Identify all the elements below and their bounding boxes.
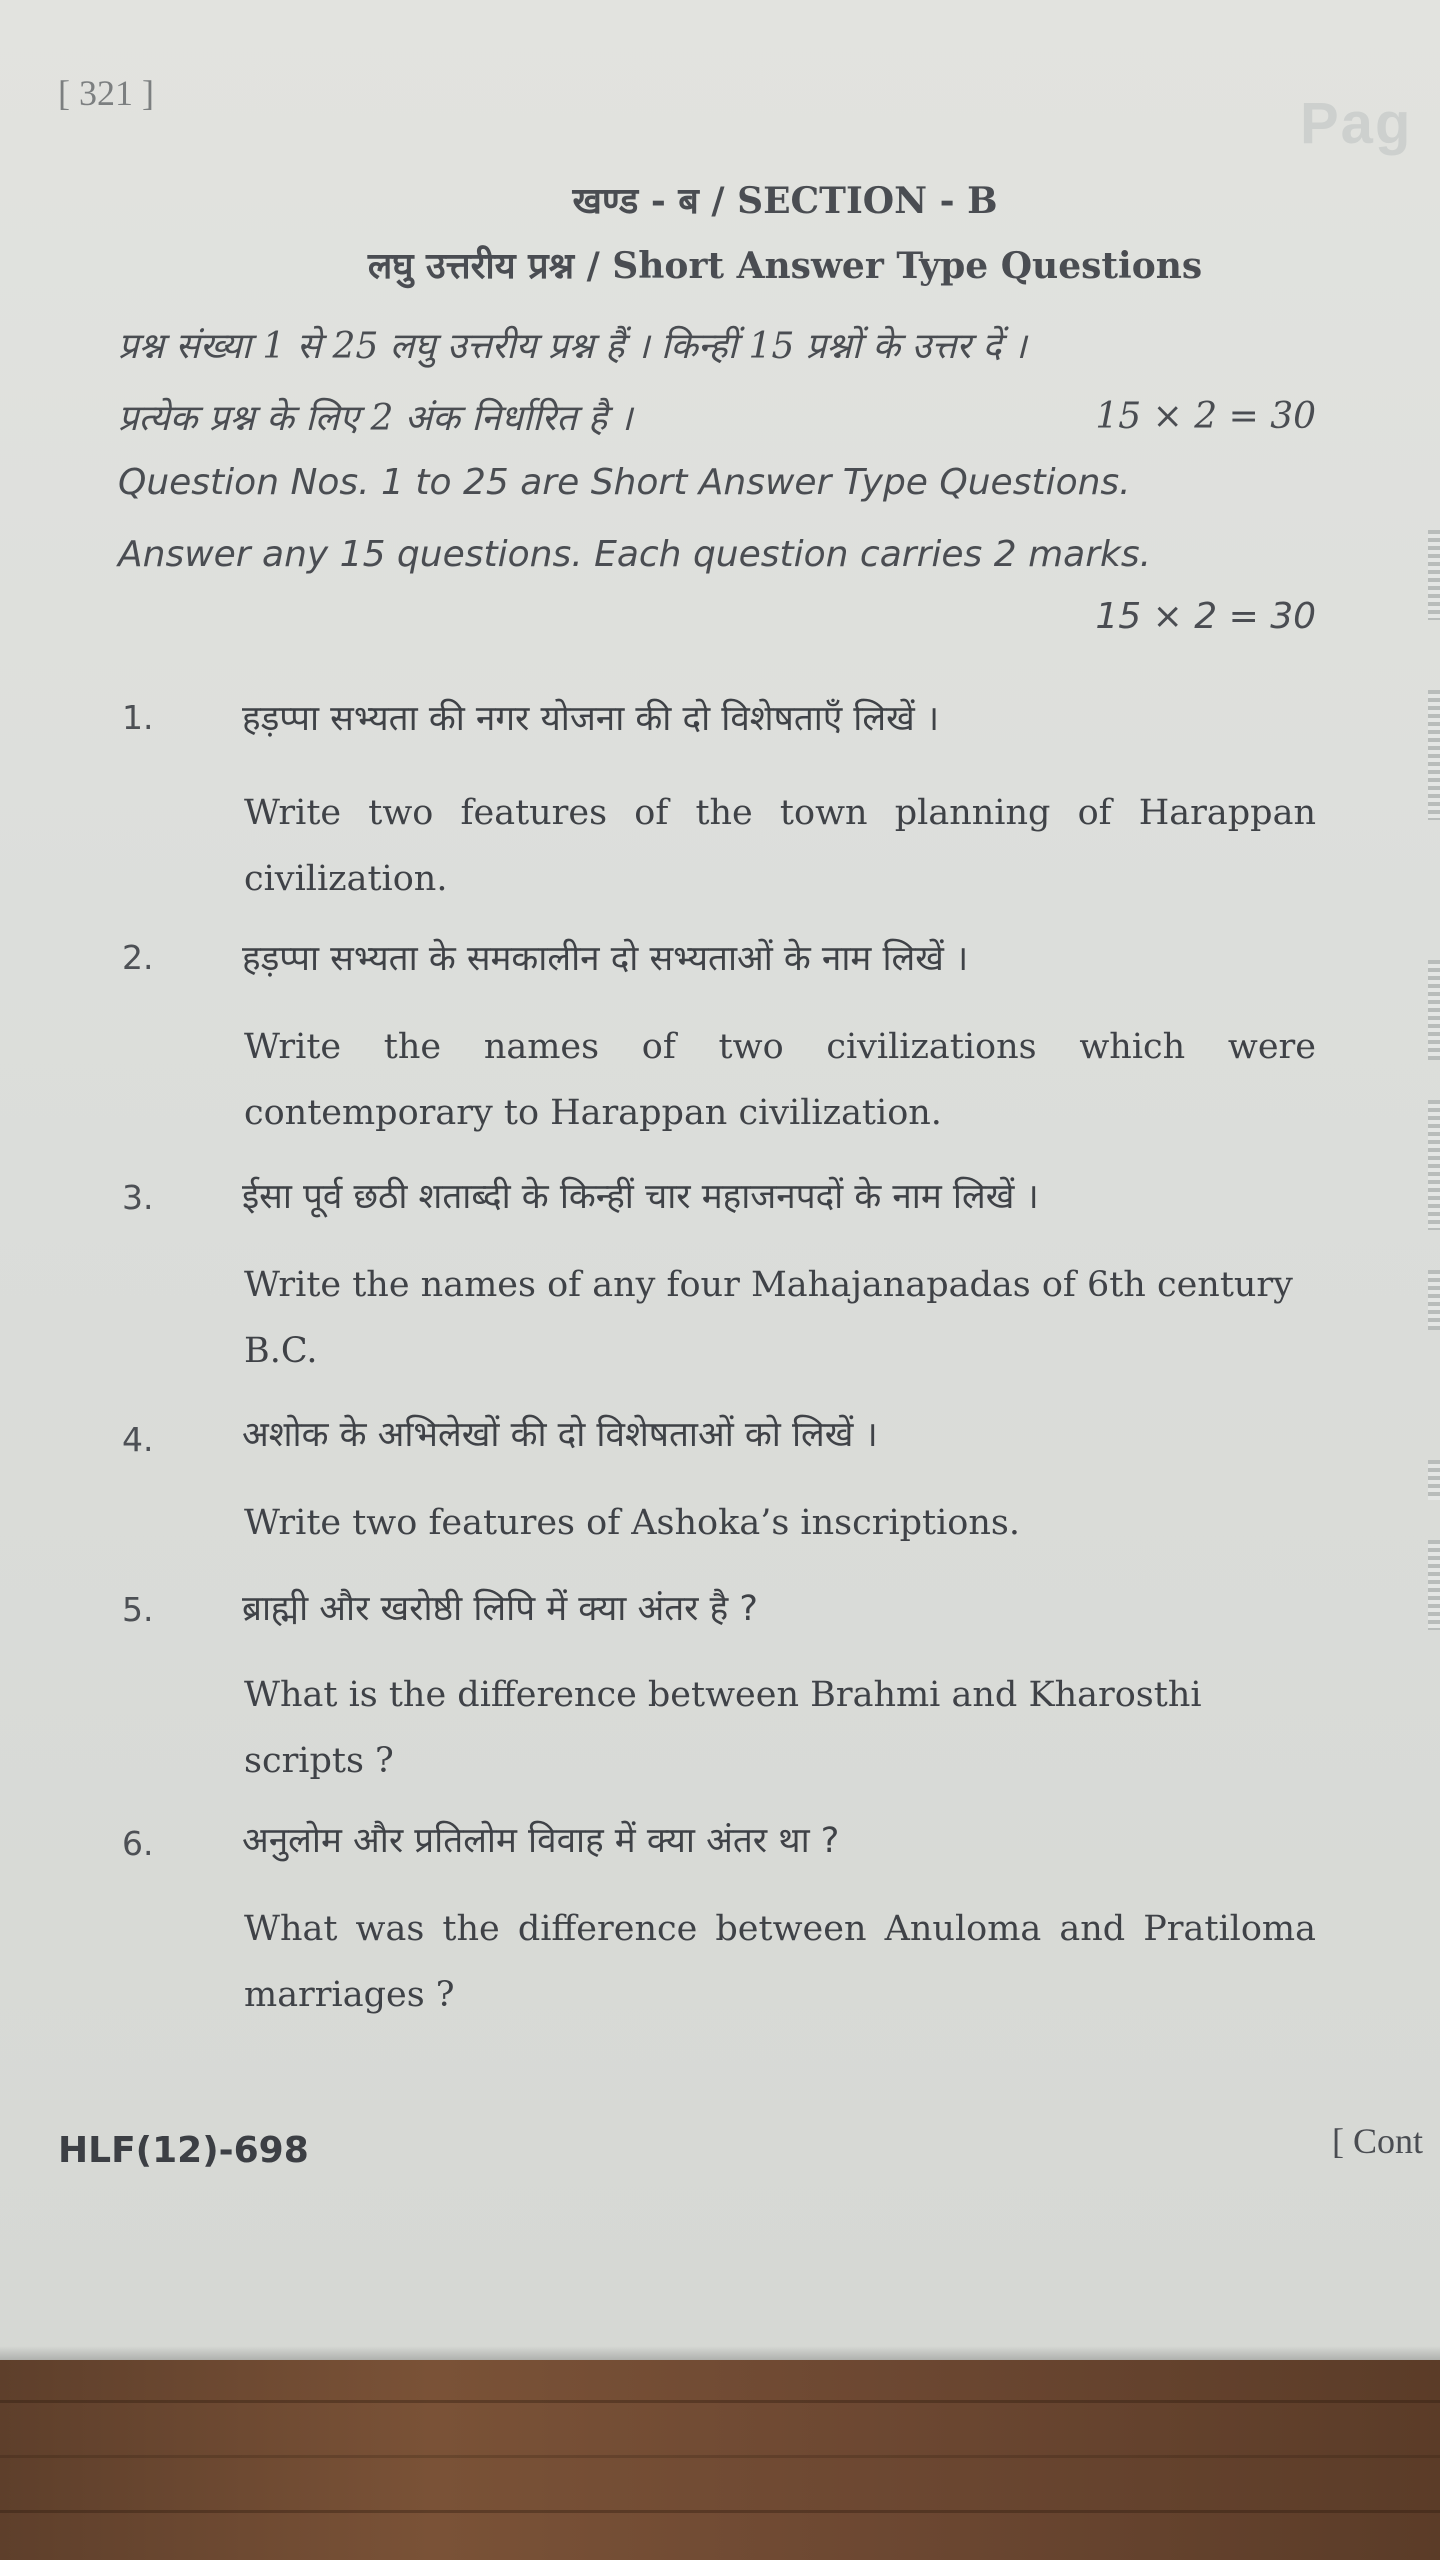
instruction-hindi-marks: 15 × 2 = 30 xyxy=(1095,396,1316,437)
binding-holes xyxy=(1428,530,1440,620)
continued-label: [ Cont xyxy=(1332,2121,1424,2161)
question-hindi: अनुलोम और प्रतिलोम विवाह में क्या अंतर था ? xyxy=(242,1821,840,1861)
question-english: Write two features of Ashoka’s inscriptions. xyxy=(244,1503,1020,1543)
corner-text: Pag xyxy=(1300,91,1413,156)
binding-holes xyxy=(1428,960,1440,1060)
question-english: Write the names of any four Mahajanapadas of 6th century B.C. xyxy=(244,1265,1293,1371)
wooden-table xyxy=(0,2360,1440,2560)
question-english: What is the difference between Brahmi and Kharosthi scripts ? xyxy=(244,1675,1202,1781)
section-subtitle: लघु उत्तरीय प्रश्न / Short Answer Type Questions xyxy=(367,245,1203,287)
instruction-hindi-line1: प्रश्न संख्या 1 से 25 लघु उत्तरीय प्रश्न हैं । किन्हीं 15 प्रश्नों के उत्तर दें । xyxy=(118,326,1027,367)
binding-holes xyxy=(1428,1270,1440,1330)
question-hindi: हड़प्पा सभ्यता के समकालीन दो सभ्यताओं के नाम लिखें । xyxy=(242,939,969,979)
question-number: 5. xyxy=(122,1590,154,1629)
question-hindi: ईसा पूर्व छठी शताब्दी के किन्हीं चार महाजनपदों के नाम लिखें । xyxy=(242,1177,1039,1217)
question-hindi: हड़प्पा सभ्यता की नगर योजना की दो विशेषताएँ लिखें । xyxy=(242,699,940,739)
instruction-hindi-line2: प्रत्येक प्रश्न के लिए 2 अंक निर्धारित है । xyxy=(118,398,633,439)
instruction-english-line2: Answer any 15 questions. Each question carries 2 marks. xyxy=(118,534,1152,575)
binding-holes xyxy=(1428,1460,1440,1500)
question-hindi: ब्राह्मी और खरोष्ठी लिपि में क्या अंतर है ? xyxy=(242,1589,758,1629)
question-english: Write two features of the town planning of Harappan civilization. xyxy=(244,793,1316,899)
question-number: 1. xyxy=(122,698,154,737)
question-number: 6. xyxy=(122,1824,154,1863)
binding-holes xyxy=(1428,1540,1440,1630)
instruction-english-marks: 15 × 2 = 30 xyxy=(1095,596,1316,637)
question-english: Write the names of two civilizations which were contemporary to Harappan civilization. xyxy=(244,1027,1316,1133)
paper-code: HLF(12)-698 xyxy=(58,2130,309,2171)
instruction-english-line1: Question Nos. 1 to 25 are Short Answer Type Questions. xyxy=(118,462,1131,503)
binding-holes xyxy=(1428,690,1440,820)
question-hindi: अशोक के अभिलेखों की दो विशेषताओं को लिखें । xyxy=(242,1415,878,1455)
binding-holes xyxy=(1428,1100,1440,1230)
question-number: 2. xyxy=(122,938,154,977)
question-english: What was the difference between Anuloma and Pratiloma marriages ? xyxy=(244,1909,1316,2015)
section-title: खण्ड - ब / SECTION - B xyxy=(572,180,998,222)
question-number: 4. xyxy=(122,1420,154,1459)
page-code: [ 321 ] xyxy=(58,73,154,113)
question-number: 3. xyxy=(122,1178,154,1217)
